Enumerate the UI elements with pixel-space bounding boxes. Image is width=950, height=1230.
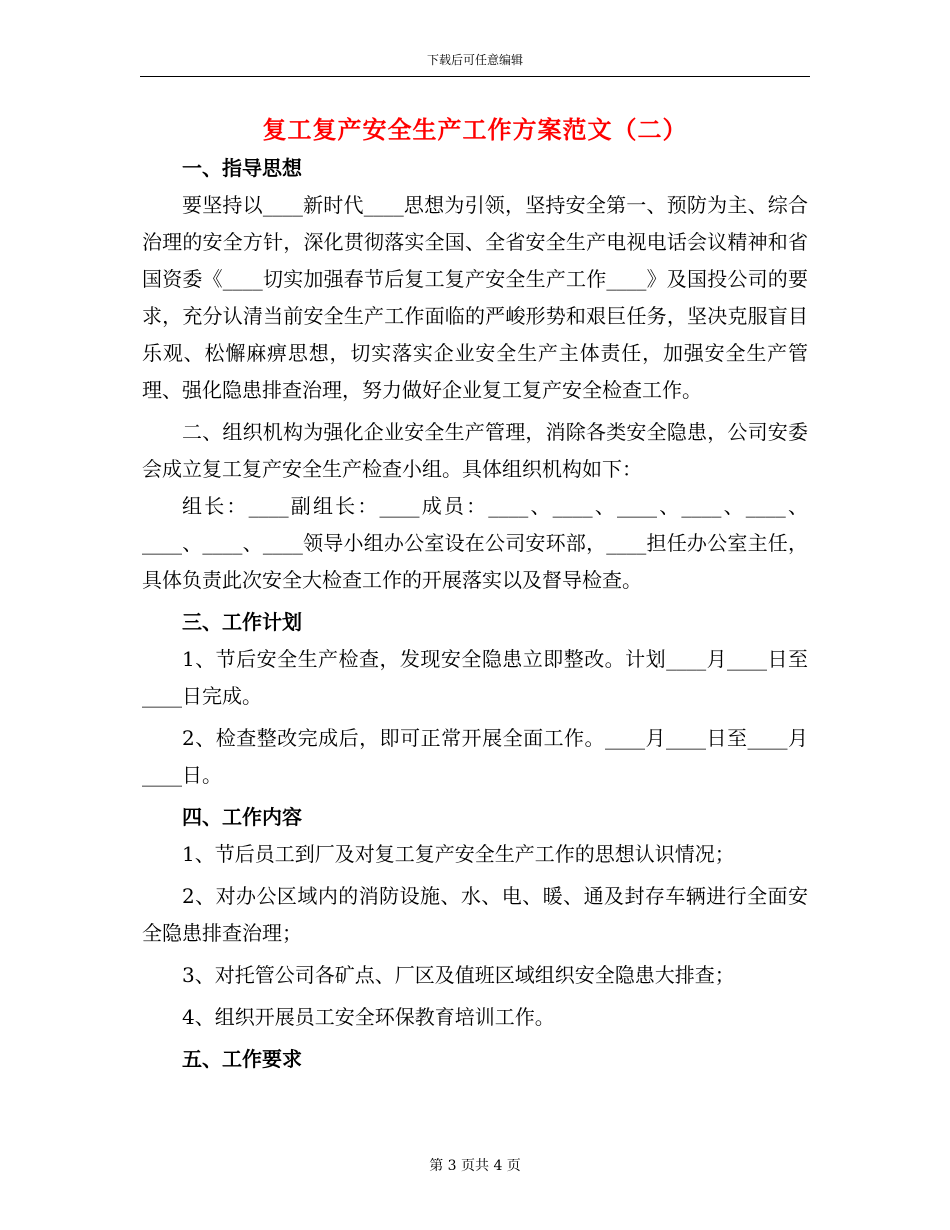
list-item-work-plan-2: 2、检查整改完成后，即可正常开展全面工作。____月____日至____月____日。	[142, 726, 808, 787]
paragraph-guiding-ideology: 要坚持以____新时代____思想为引领，坚持安全第一、预防为主、综合治理的安全方针，深化贯彻落实全国、全省安全生产电视电话会议精神和省国资委《____切实加强春节后复工复产安全生产工作____》及国投公司的要求，充分认清当前安全生产工作面临的严峻形势和艰巨任务，坚决克服盲目乐观、松懈麻痹思想，切实落实企业安全生产主体责任，加强安全生产管理、强化隐患排查治理，努力做好企业复工复产安全检查工作。	[142, 193, 808, 402]
page-number: 第 3 页共 4 页	[429, 1158, 521, 1174]
section-heading-work-requirements: 五、工作要求	[182, 1047, 302, 1071]
document-title: 复工复产安全生产工作方案范文（二）	[262, 115, 688, 144]
list-item-work-content-4: 4、组织开展员工安全环保教育培训工作。	[182, 1005, 555, 1029]
section-heading-work-content: 四、工作内容	[182, 805, 302, 829]
document-body	[142, 150, 808, 1078]
list-item-work-content-1: 1、节后员工到厂及对复工复产安全生产工作的思想认识情况；	[182, 842, 735, 866]
section-heading-work-plan: 三、工作计划	[182, 610, 302, 634]
paragraph-organization-members: 组长：____副组长：____成员：____、____、____、____、____、____、____、____领导小组办公室设在公司安环部，____担任办公室主任，具体负责此次安全大检查工作的开展落实以及督导检查。	[142, 494, 808, 592]
list-item-work-content-3: 3、对托管公司各矿点、厂区及值班区域组织安全隐患大排查；	[182, 963, 735, 987]
header-text: 下载后可任意编辑	[426, 53, 523, 67]
list-item-work-plan-1: 1、节后安全生产检查，发现安全隐患立即整改。计划____月____日至____日完成。	[142, 647, 808, 708]
page-footer	[0, 1157, 950, 1175]
section-heading-guiding-ideology: 一、指导思想	[182, 156, 302, 180]
page-header	[0, 52, 950, 68]
header-divider	[140, 76, 810, 77]
paragraph-organization: 二、组织机构为强化企业安全生产管理，消除各类安全隐患，公司安委会成立复工复产安全生产检查小组。具体组织机构如下：	[142, 420, 808, 481]
list-item-work-content-2: 2、对办公区域内的消防设施、水、电、暖、通及封存车辆进行全面安全隐患排查治理；	[142, 884, 808, 945]
